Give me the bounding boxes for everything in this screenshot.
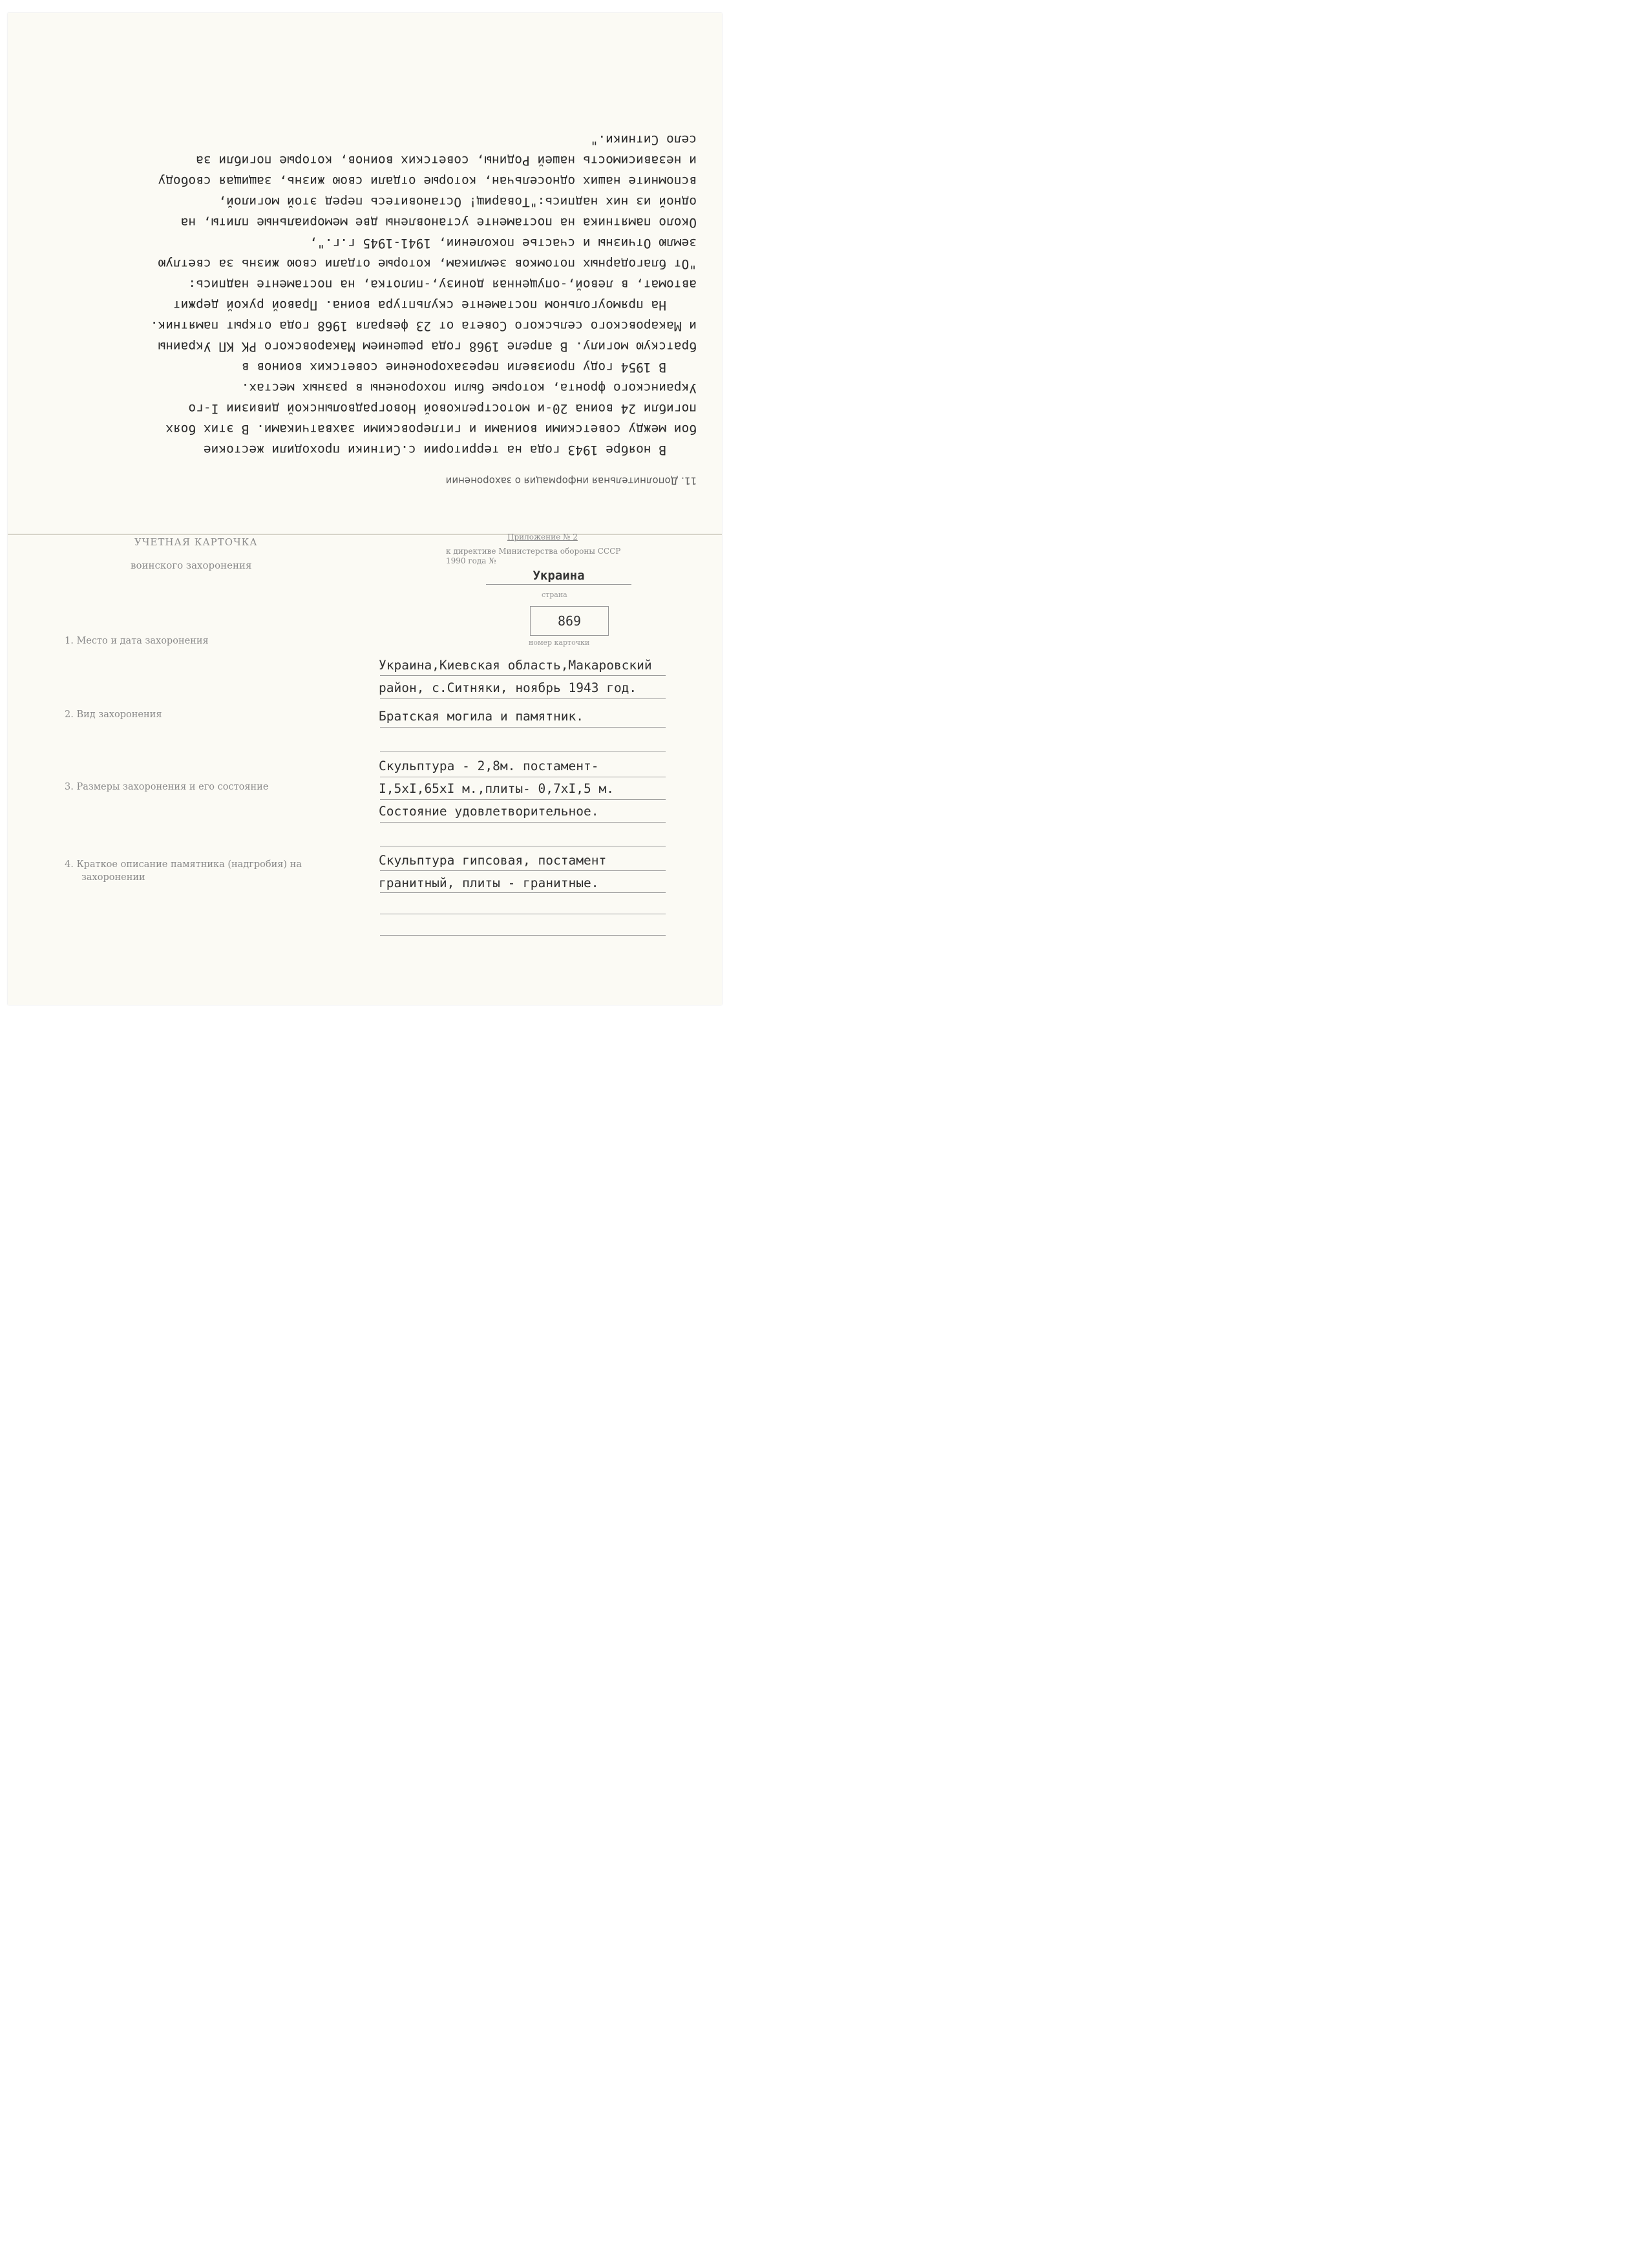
field-label-burial-type: 2. Вид захоронения xyxy=(65,709,162,720)
form-rule xyxy=(380,698,666,699)
field-label-line: 4. Краткое описание памятника (надгробия) на xyxy=(65,859,302,870)
form-rule xyxy=(380,822,666,823)
typed-value: I,5xI,65xI м.,плиты- 0,7xI,5 м. xyxy=(379,781,614,796)
form-title: УЧЕТНАЯ КАРТОЧКА xyxy=(134,536,258,548)
additional-info-section xyxy=(18,84,697,491)
country-value: Украина xyxy=(486,569,631,585)
field-label-burial-place: 1. Место и дата захоронения xyxy=(65,636,209,646)
form-rule xyxy=(380,892,666,893)
country-label: страна xyxy=(542,591,567,599)
text-line: и Макаровского сельского Совета от 23 февраля 1968 года открыт памятник. xyxy=(150,319,697,333)
form-rule xyxy=(380,935,666,936)
card-number-box xyxy=(530,606,609,636)
text-line: село Ситники." xyxy=(590,132,697,147)
card-number: 869 xyxy=(557,613,582,629)
form-rule xyxy=(380,799,666,800)
text-line: В ноябре 1943 года на территории с.Ситники проходили жестокие xyxy=(203,443,697,457)
directive-reference xyxy=(446,547,666,566)
field-label-dimensions: 3. Размеры захоронения и его состояние xyxy=(65,782,269,792)
text-line: погибли 24 воина 20-и мотострелковой Новоградволынской дивизии I-го xyxy=(188,401,697,416)
directive-line: к директиве Министерства обороны СССР xyxy=(446,547,621,556)
paragraph-2 xyxy=(18,315,697,377)
text-line: вспомните наших односельчан, которые отдали свою жизнь, защищая свободу xyxy=(158,174,697,189)
text-line: бои между советскими воинами и гитлеровскими захватчиками. В этих боях xyxy=(165,422,697,437)
text-line: "От благодарных потомков земликам, которые отдали свою жизнь за светлую xyxy=(158,257,697,271)
paragraph-3 xyxy=(18,129,697,315)
typed-value: Скульптура гипсовая, постамент xyxy=(379,853,607,868)
typed-value: Украина,Киевская область,Макаровский xyxy=(379,658,652,673)
typed-value: гранитный, плиты - гранитные. xyxy=(379,876,599,890)
typed-value: Братская могила и памятник. xyxy=(379,709,584,724)
text-line: землю Отчизны и счастье поколении, 1941-1945 г.г.", xyxy=(310,236,697,251)
text-line: и независимость нашей Родины, советских воинов, которые погибли за xyxy=(196,153,697,168)
card-number-label: номер карточки xyxy=(529,638,590,647)
form-rule xyxy=(380,870,666,871)
directive-line: 1990 года № xyxy=(446,556,496,565)
additional-info-heading: 11. Дополнительная информация о захоронении xyxy=(445,475,697,487)
text-line: В 1954 году произвели перезахоронение советских воинов в xyxy=(241,360,697,375)
appendix-label: Приложение № 2 xyxy=(507,532,578,541)
text-line: Около памятника на постаменте установлены две мемориальные плиты, на xyxy=(180,215,697,230)
text-line: Украинского фронта, которые были похоронены в разных местах. xyxy=(241,381,697,395)
text-line: одной из них надпись:"Товарищ! Остановитесь перед этой могилой, xyxy=(218,194,697,209)
text-line: На прямоугольном постаменте скульптура воина. Правой рукой держит xyxy=(173,298,697,313)
fold-crease xyxy=(8,534,722,535)
paragraph-1 xyxy=(18,377,697,460)
field-label-line: захоронении xyxy=(81,872,145,883)
form-subtitle: воинского захоронения xyxy=(131,560,252,571)
typed-value: Состояние удовлетворительное. xyxy=(379,804,599,819)
typed-value: Скульптура - 2,8м. постамент- xyxy=(379,759,599,773)
form-rule xyxy=(380,675,666,676)
text-line: братскую могилу. В апреле 1968 года решением Макаровского РК КП Украины xyxy=(158,339,697,354)
text-line: автомат, в левой,-опущенная донизу,-пилотка, на постаменте надпись: xyxy=(188,277,697,292)
typed-value: район, с.Ситняки, ноябрь 1943 год. xyxy=(379,680,637,695)
form-rule xyxy=(380,727,666,728)
field-label-monument-description xyxy=(65,858,362,884)
